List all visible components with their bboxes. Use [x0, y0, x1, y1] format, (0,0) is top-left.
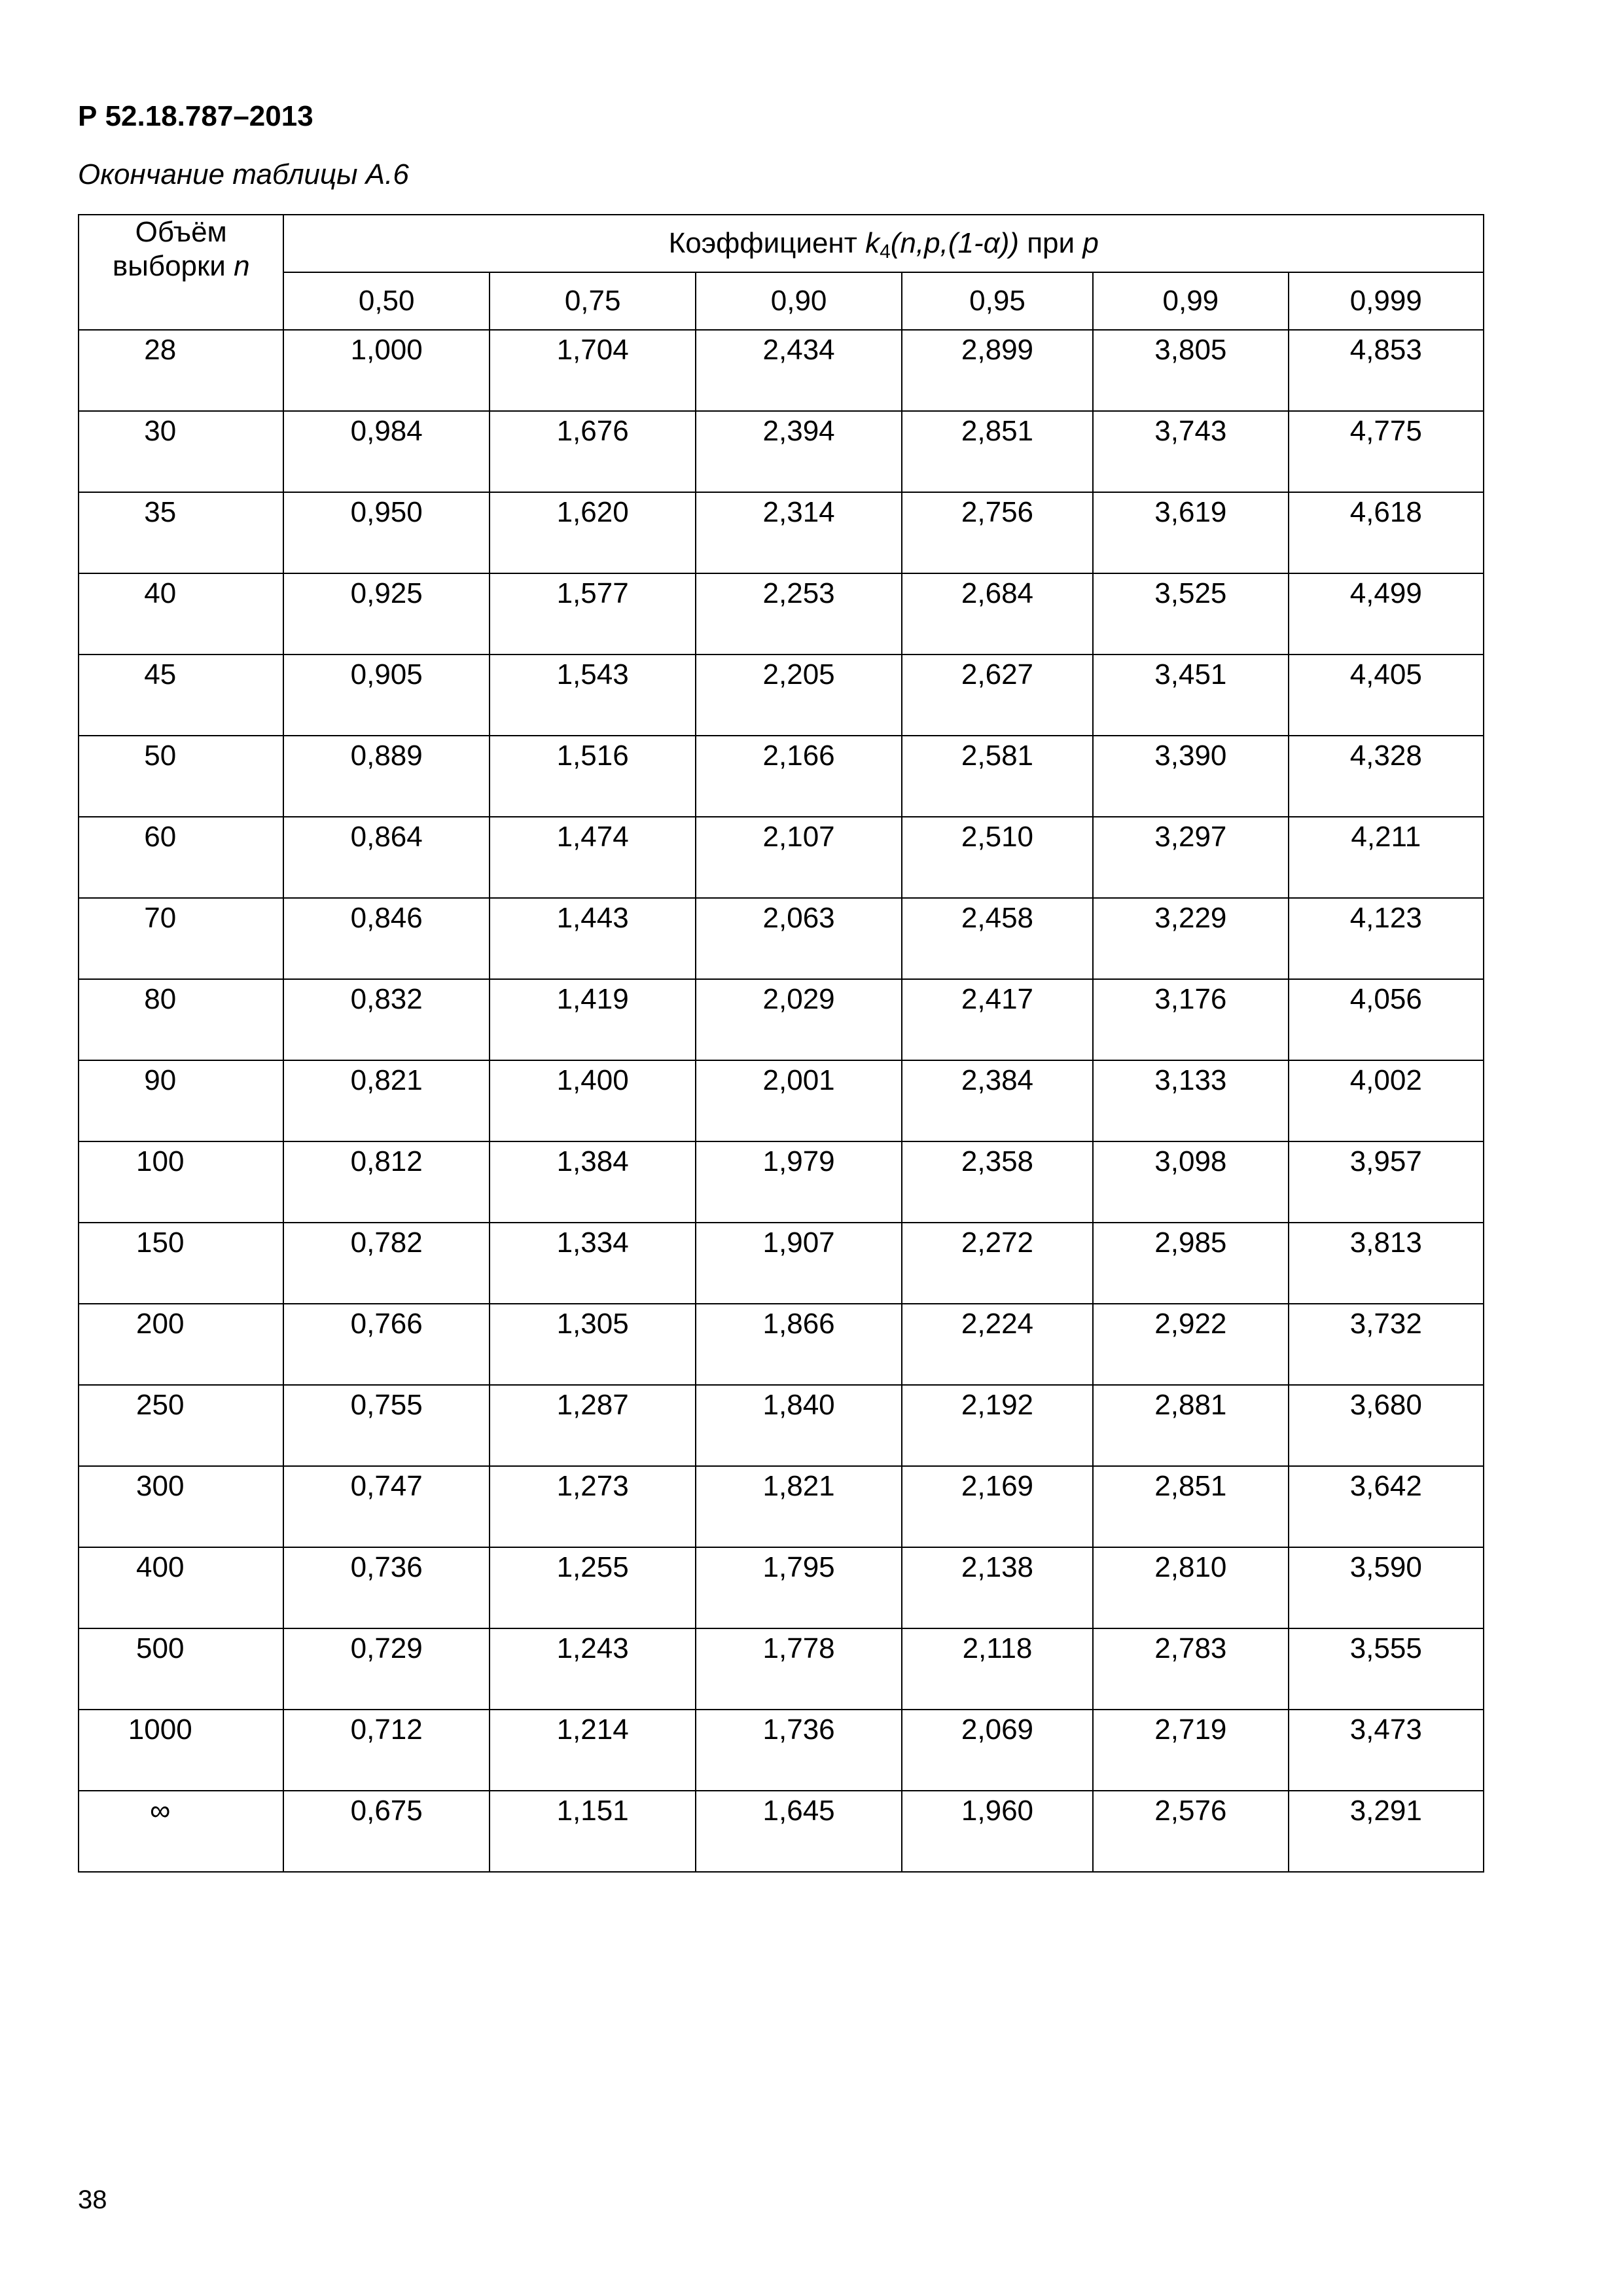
coefficient-cell: 1,334 — [490, 1223, 696, 1304]
coefficient-cell: 3,642 — [1289, 1466, 1484, 1547]
sample-size-var: n — [234, 250, 250, 282]
coefficient-cell: 2,417 — [902, 979, 1093, 1060]
coefficient-cell: 1,736 — [696, 1710, 901, 1791]
page-number: 38 — [78, 2185, 107, 2214]
sample-size-cell: 90 — [79, 1060, 283, 1141]
coefficient-cell: 1,960 — [902, 1791, 1093, 1872]
coefficient-cell: 1,400 — [490, 1060, 696, 1141]
coefficient-cell: 3,297 — [1093, 817, 1288, 898]
p-value-header: 0,95 — [902, 272, 1093, 330]
coefficient-cell: 4,328 — [1289, 736, 1484, 817]
coefficient-cell: 3,176 — [1093, 979, 1288, 1060]
coefficient-cell: 0,675 — [283, 1791, 489, 1872]
document-code: Р 52.18.787–2013 — [78, 100, 313, 132]
coefficient-cell: 1,474 — [490, 817, 696, 898]
coefficient-cell: 2,783 — [1093, 1628, 1288, 1710]
coefficient-cell: 0,766 — [283, 1304, 489, 1385]
sample-size-header — [79, 215, 283, 330]
coefficient-cell: 0,889 — [283, 736, 489, 817]
coefficient-cell: 0,821 — [283, 1060, 489, 1141]
coefficient-cell: 1,516 — [490, 736, 696, 817]
coefficient-header-prefix: Коэффициент — [668, 227, 866, 259]
coefficient-cell: 2,384 — [902, 1060, 1093, 1141]
coefficient-cell: 1,243 — [490, 1628, 696, 1710]
coefficient-cell: 3,813 — [1289, 1223, 1484, 1304]
sample-size-cell: 250 — [79, 1385, 283, 1466]
coefficient-cell: 2,001 — [696, 1060, 901, 1141]
sample-size-cell: 100 — [79, 1141, 283, 1223]
coefficient-cell: 2,166 — [696, 736, 901, 817]
coefficient-cell: 1,795 — [696, 1547, 901, 1628]
coefficient-cell: 2,881 — [1093, 1385, 1288, 1466]
coefficient-args: (n,p,(1-α)) — [890, 227, 1019, 259]
coefficient-cell: 1,704 — [490, 330, 696, 411]
table-caption: Окончание таблицы А.6 — [78, 158, 409, 190]
coefficient-cell: 3,805 — [1093, 330, 1288, 411]
coefficient-cell: 3,743 — [1093, 411, 1288, 492]
coefficient-cell: 0,712 — [283, 1710, 489, 1791]
coefficient-cell: 0,755 — [283, 1385, 489, 1466]
coefficient-cell: 3,451 — [1093, 655, 1288, 736]
sample-size-cell: 300 — [79, 1466, 283, 1547]
coefficient-cell: 0,925 — [283, 573, 489, 655]
coefficient-cell: 0,846 — [283, 898, 489, 979]
coefficient-cell: 2,719 — [1093, 1710, 1288, 1791]
table-row — [79, 1304, 1484, 1385]
table-row — [79, 817, 1484, 898]
coefficient-cell: 3,525 — [1093, 573, 1288, 655]
sample-size-cell: ∞ — [79, 1791, 283, 1872]
coefficient-cell: 4,775 — [1289, 411, 1484, 492]
coefficient-header — [283, 215, 1484, 272]
coefficient-cell: 4,002 — [1289, 1060, 1484, 1141]
sample-size-cell: 60 — [79, 817, 283, 898]
table-row — [79, 492, 1484, 573]
coefficient-cell: 1,840 — [696, 1385, 901, 1466]
coefficient-cell: 3,473 — [1289, 1710, 1484, 1791]
table-row — [79, 1466, 1484, 1547]
sample-size-cell: 50 — [79, 736, 283, 817]
coefficient-table — [78, 214, 1484, 1873]
coefficient-cell: 1,645 — [696, 1791, 901, 1872]
sample-size-cell: 150 — [79, 1223, 283, 1304]
sample-size-cell: 500 — [79, 1628, 283, 1710]
coefficient-cell: 2,029 — [696, 979, 901, 1060]
coefficient-cell: 2,434 — [696, 330, 901, 411]
coefficient-cell: 2,684 — [902, 573, 1093, 655]
table-row — [79, 1385, 1484, 1466]
coefficient-cell: 1,866 — [696, 1304, 901, 1385]
coefficient-p-var: p — [1082, 227, 1099, 259]
coefficient-cell: 1,287 — [490, 1385, 696, 1466]
coefficient-cell: 3,291 — [1289, 1791, 1484, 1872]
sample-size-cell: 35 — [79, 492, 283, 573]
p-value-header: 0,75 — [490, 272, 696, 330]
coefficient-cell: 0,950 — [283, 492, 489, 573]
coefficient-cell: 1,620 — [490, 492, 696, 573]
coefficient-cell: 3,098 — [1093, 1141, 1288, 1223]
table-row — [79, 979, 1484, 1060]
coefficient-header-mid: при — [1019, 227, 1083, 259]
coefficient-cell: 2,576 — [1093, 1791, 1288, 1872]
coefficient-cell: 1,419 — [490, 979, 696, 1060]
coefficient-symbol: k — [865, 227, 880, 259]
p-value-header: 0,50 — [283, 272, 489, 330]
coefficient-cell: 1,384 — [490, 1141, 696, 1223]
coefficient-cell: 3,390 — [1093, 736, 1288, 817]
coefficient-cell: 1,543 — [490, 655, 696, 736]
coefficient-cell: 0,736 — [283, 1547, 489, 1628]
coefficient-cell: 4,405 — [1289, 655, 1484, 736]
sample-size-cell: 1000 — [79, 1710, 283, 1791]
coefficient-cell: 0,832 — [283, 979, 489, 1060]
coefficient-cell: 4,618 — [1289, 492, 1484, 573]
sample-size-cell: 45 — [79, 655, 283, 736]
coefficient-cell: 0,905 — [283, 655, 489, 736]
coefficient-cell: 2,394 — [696, 411, 901, 492]
sample-size-cell: 40 — [79, 573, 283, 655]
table-row — [79, 1141, 1484, 1223]
coefficient-cell: 2,581 — [902, 736, 1093, 817]
sample-size-cell: 28 — [79, 330, 283, 411]
coefficient-cell: 2,138 — [902, 1547, 1093, 1628]
p-value-header: 0,999 — [1289, 272, 1484, 330]
coefficient-cell: 2,458 — [902, 898, 1093, 979]
coefficient-cell: 1,979 — [696, 1141, 901, 1223]
coefficient-cell: 2,358 — [902, 1141, 1093, 1223]
table-row — [79, 1547, 1484, 1628]
sample-size-cell: 400 — [79, 1547, 283, 1628]
coefficient-cell: 1,907 — [696, 1223, 901, 1304]
coefficient-cell: 4,499 — [1289, 573, 1484, 655]
p-value-header: 0,90 — [696, 272, 901, 330]
coefficient-cell: 1,676 — [490, 411, 696, 492]
coefficient-cell: 2,063 — [696, 898, 901, 979]
coefficient-cell: 2,810 — [1093, 1547, 1288, 1628]
coefficient-cell: 2,192 — [902, 1385, 1093, 1466]
coefficient-cell: 2,899 — [902, 330, 1093, 411]
coefficient-cell: 2,314 — [696, 492, 901, 573]
coefficient-cell: 2,224 — [902, 1304, 1093, 1385]
coefficient-cell: 1,273 — [490, 1466, 696, 1547]
coefficient-cell: 3,133 — [1093, 1060, 1288, 1141]
coefficient-cell: 3,732 — [1289, 1304, 1484, 1385]
table-row — [79, 1060, 1484, 1141]
coefficient-cell: 4,211 — [1289, 817, 1484, 898]
table-row — [79, 573, 1484, 655]
coefficient-cell: 2,118 — [902, 1628, 1093, 1710]
coefficient-cell: 4,853 — [1289, 330, 1484, 411]
table-row — [79, 1223, 1484, 1304]
coefficient-cell: 2,253 — [696, 573, 901, 655]
coefficient-cell: 2,627 — [902, 655, 1093, 736]
coefficient-cell: 0,864 — [283, 817, 489, 898]
coefficient-cell: 2,851 — [1093, 1466, 1288, 1547]
coefficient-cell: 2,922 — [1093, 1304, 1288, 1385]
coefficient-cell: 2,756 — [902, 492, 1093, 573]
coefficient-cell: 3,229 — [1093, 898, 1288, 979]
table-row — [79, 898, 1484, 979]
coefficient-cell: 3,957 — [1289, 1141, 1484, 1223]
coefficient-cell: 1,443 — [490, 898, 696, 979]
coefficient-cell: 2,851 — [902, 411, 1093, 492]
table-row — [79, 736, 1484, 817]
coefficient-cell: 0,729 — [283, 1628, 489, 1710]
coefficient-cell: 2,069 — [902, 1710, 1093, 1791]
sample-size-cell: 70 — [79, 898, 283, 979]
coefficient-cell: 3,680 — [1289, 1385, 1484, 1466]
coefficient-cell: 1,305 — [490, 1304, 696, 1385]
coefficient-cell: 1,778 — [696, 1628, 901, 1710]
coefficient-cell: 1,151 — [490, 1791, 696, 1872]
coefficient-cell: 2,510 — [902, 817, 1093, 898]
coefficient-cell: 3,555 — [1289, 1628, 1484, 1710]
sample-size-cell: 80 — [79, 979, 283, 1060]
table-row — [79, 1791, 1484, 1872]
coefficient-cell: 1,214 — [490, 1710, 696, 1791]
coefficient-cell: 0,747 — [283, 1466, 489, 1547]
coefficient-cell: 1,577 — [490, 573, 696, 655]
coefficient-cell: 0,984 — [283, 411, 489, 492]
coefficient-cell: 1,000 — [283, 330, 489, 411]
coefficient-cell: 1,821 — [696, 1466, 901, 1547]
coefficient-cell: 2,205 — [696, 655, 901, 736]
sample-size-cell: 200 — [79, 1304, 283, 1385]
coefficient-cell: 2,985 — [1093, 1223, 1288, 1304]
coefficient-cell: 2,169 — [902, 1466, 1093, 1547]
p-value-header: 0,99 — [1093, 272, 1288, 330]
coefficient-cell: 3,590 — [1289, 1547, 1484, 1628]
coefficient-subscript: 4 — [880, 241, 891, 262]
coefficient-cell: 0,812 — [283, 1141, 489, 1223]
sample-size-header-line2: выборки — [112, 250, 226, 282]
sample-size-cell: 30 — [79, 411, 283, 492]
table-row — [79, 1628, 1484, 1710]
coefficient-cell: 2,272 — [902, 1223, 1093, 1304]
coefficient-cell: 4,123 — [1289, 898, 1484, 979]
coefficient-cell: 0,782 — [283, 1223, 489, 1304]
coefficient-cell: 1,255 — [490, 1547, 696, 1628]
table-row — [79, 655, 1484, 736]
coefficient-cell: 2,107 — [696, 817, 901, 898]
table-row — [79, 411, 1484, 492]
table-row — [79, 330, 1484, 411]
sample-size-header-line1: Объём — [135, 216, 227, 248]
table-row — [79, 1710, 1484, 1791]
coefficient-cell: 4,056 — [1289, 979, 1484, 1060]
coefficient-cell: 3,619 — [1093, 492, 1288, 573]
